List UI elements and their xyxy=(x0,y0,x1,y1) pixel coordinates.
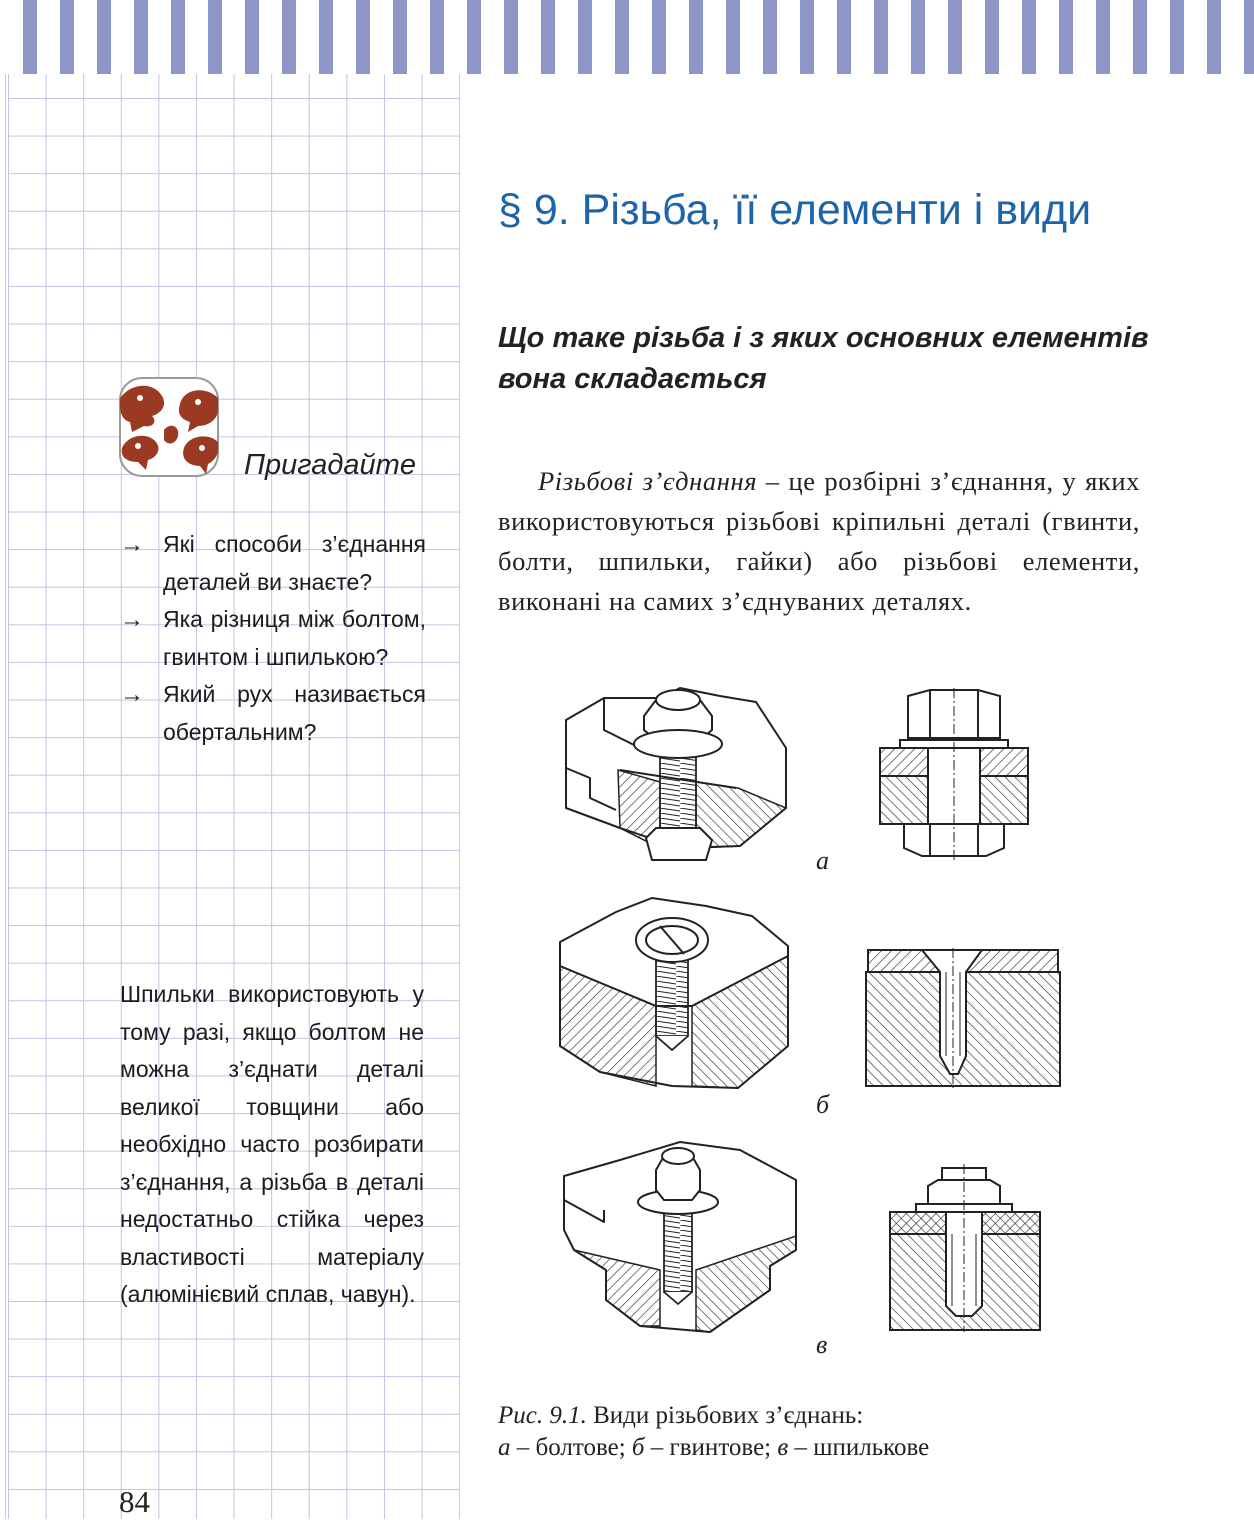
arrow-right-icon: → xyxy=(120,681,144,708)
caption-letter: а xyxy=(498,1434,511,1461)
section-title: § 9. Різьба, її елементи і види xyxy=(498,186,1092,234)
screw-joint-3d-drawing xyxy=(556,896,792,1092)
thinking-heads-icon xyxy=(118,376,220,478)
caption-ref: Рис. 9.1. xyxy=(498,1402,587,1429)
question-text: Яка різниця між болтом, гвинтом і шпилькою? xyxy=(163,606,426,670)
figure-caption xyxy=(498,1400,1198,1464)
question-text: Який рух називається обертальним? xyxy=(163,681,426,745)
remind-heading: Пригадайте xyxy=(244,449,416,481)
body-text: – це розбірні з’єднання, у яких використовуються різьбові кріпильні деталі (гвинти, болти, шпильки, гайки) або різьбові елементи, виконані на самих з’єднуваних деталях. xyxy=(498,466,1140,616)
question-list xyxy=(118,526,426,751)
question-item xyxy=(118,601,426,676)
arrow-right-icon: → xyxy=(120,531,144,558)
screw-joint-section-drawing xyxy=(864,948,1062,1088)
caption-title: Види різьбових з’єднань: xyxy=(586,1402,864,1429)
caption-letter: в xyxy=(777,1434,789,1461)
stud-joint-3d-drawing xyxy=(560,1140,804,1336)
section-subheading: Що таке різьба і з яких основних елементів вона складається xyxy=(498,322,1149,395)
figure-label-a: а xyxy=(816,846,829,875)
caption-letter: б xyxy=(631,1434,645,1461)
body-term: Різьбові з’єднання xyxy=(538,466,758,496)
caption-text: – гвинтове; xyxy=(644,1434,778,1461)
arrow-right-icon: → xyxy=(120,606,144,633)
caption-text: – шпилькове xyxy=(788,1434,930,1461)
body-paragraph xyxy=(498,461,1140,621)
page-number: 84 xyxy=(119,1484,150,1519)
caption-text: – болтове; xyxy=(510,1434,632,1461)
question-item xyxy=(118,526,426,601)
side-note: Шпильки використовують у тому разі, якщо болтом не можна з’єднати деталі великої товщини або необхідно часто розбирати з’єднання, а різьба в деталі недостатньо стійка через властивості матеріалу (алюмінієвий сплав, чавун). xyxy=(120,981,424,1307)
top-stripe-border xyxy=(0,0,1254,74)
bolt-joint-3d-drawing xyxy=(560,678,792,864)
stud-joint-section-drawing xyxy=(886,1164,1044,1332)
question-text: Які способи з’єднання деталей ви знаєте? xyxy=(163,531,426,595)
question-item xyxy=(118,676,426,751)
bolt-joint-section-drawing xyxy=(876,688,1032,860)
figure-label-v: в xyxy=(816,1330,828,1359)
figure-label-b: б xyxy=(816,1090,830,1119)
page-edge-line xyxy=(5,74,6,1519)
